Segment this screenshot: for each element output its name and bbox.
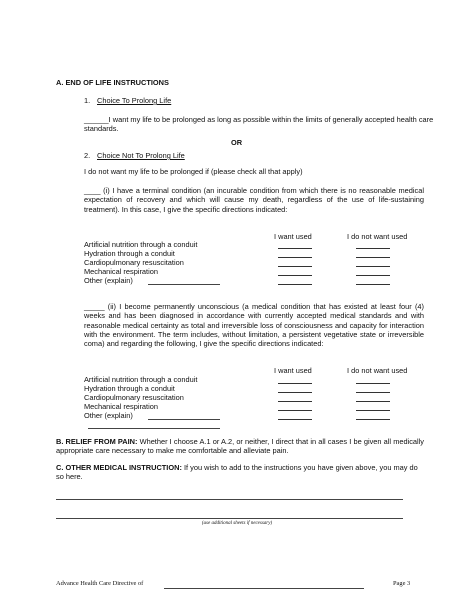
want-blank-respiration-1[interactable] [278,275,312,276]
col-want-header-1: I want used [274,232,312,241]
other-explain-line-2b[interactable] [88,428,220,429]
section-a-heading: A. END OF LIFE INSTRUCTIONS [56,78,169,87]
treatment-hydration-2: Hydration through a conduit [84,384,175,393]
choice-1-text: ______I want my life to be prolonged as long as possible within the limits of generally accepted health care standards. [84,115,434,134]
want-blank-nutrition-1[interactable] [278,248,312,249]
want-blank-hydration-1[interactable] [278,257,312,258]
choice-1-title: Choice To Prolong Life [97,96,172,105]
col-want-header-2: I want used [274,366,312,375]
not-want-blank-respiration-1[interactable] [356,275,390,276]
treatment-cpr-1: Cardiopulmonary resuscitation [84,258,184,267]
not-want-blank-hydration-1[interactable] [356,257,390,258]
treatment-other-1: Other (explain) [84,276,133,285]
other-instruction-line-2[interactable] [56,518,403,519]
section-c-paragraph [56,463,424,482]
col-not-want-header-2: I do not want used [347,366,408,375]
want-blank-nutrition-2[interactable] [278,383,312,384]
want-blank-cpr-2[interactable] [278,401,312,402]
section-c-heading: C. OTHER MEDICAL INSTRUCTION: [56,463,182,472]
condition-unconscious-text: _____ (ii) I become permanently unconscious (a medical condition that has existed at least four (4) weeks and has been diagnosed in accordance with currently accepted medical standards and with reasonable medical certainty as total and irreversible loss of consciousness and capacity for interaction with the environment. The term includes, without limitation, a persistent vegetative state or irreversible coma) and regarding the following, I give the specific directions indicated: [84,302,424,349]
treatment-respiration-1: Mechanical respiration [84,267,158,276]
section-b-paragraph [56,437,424,456]
not-want-blank-other-2[interactable] [356,419,390,420]
treatment-cpr-2: Cardiopulmonary resuscitation [84,393,184,402]
additional-sheets-note: (use additional sheets if necessary) [201,521,273,526]
treatment-nutrition-2: Artificial nutrition through a conduit [84,375,198,384]
col-not-want-header-1: I do not want used [347,232,408,241]
section-b-text: Whether I choose A.1 or A.2, or neither, I direct that in all cases I be given all medically appropriate care necessary to make me comfortable and alleviate pain. [56,437,425,456]
treatment-hydration-1: Hydration through a conduit [84,249,175,258]
want-blank-other-2[interactable] [278,419,312,420]
treatment-nutrition-1: Artificial nutrition through a conduit [84,240,198,249]
section-b-heading: B. RELIEF FROM PAIN: [56,437,138,446]
choice-2-number: 2. [84,151,91,160]
not-want-blank-cpr-1[interactable] [356,266,390,267]
not-want-blank-hydration-2[interactable] [356,392,390,393]
other-explain-line-2[interactable] [148,419,220,420]
condition-terminal-text: ____ (i) I have a terminal condition (an incurable condition from which there is no reasonable medical expectation of recovery and which will cause my death, regardless of the use of life-sustaining treatment). In this case, I give the specific directions indicated: [84,186,424,214]
not-want-blank-nutrition-2[interactable] [356,383,390,384]
want-blank-other-1[interactable] [278,284,312,285]
footer-name-line[interactable] [164,588,364,589]
not-want-blank-respiration-2[interactable] [356,410,390,411]
or-label: OR [231,138,243,147]
treatment-other-2: Other (explain) [84,411,133,420]
not-want-blank-cpr-2[interactable] [356,401,390,402]
want-blank-hydration-2[interactable] [278,392,312,393]
choice-1-number: 1. [84,96,91,105]
other-instruction-line-1[interactable] [56,499,403,500]
choice-2-intro: I do not want my life to be prolonged if (please check all that apply) [84,167,303,176]
want-blank-cpr-1[interactable] [278,266,312,267]
want-blank-respiration-2[interactable] [278,410,312,411]
page-number: Page 3 [393,580,411,587]
footer-label: Advance Health Care Directive of [56,580,144,587]
not-want-blank-nutrition-1[interactable] [356,248,390,249]
treatment-respiration-2: Mechanical respiration [84,402,158,411]
not-want-blank-other-1[interactable] [356,284,390,285]
section-c-text: If you wish to add to the instructions you have given above, you may do so here. [56,463,418,482]
other-explain-line-1[interactable] [148,284,220,285]
choice-2-title: Choice Not To Prolong Life [97,151,185,160]
